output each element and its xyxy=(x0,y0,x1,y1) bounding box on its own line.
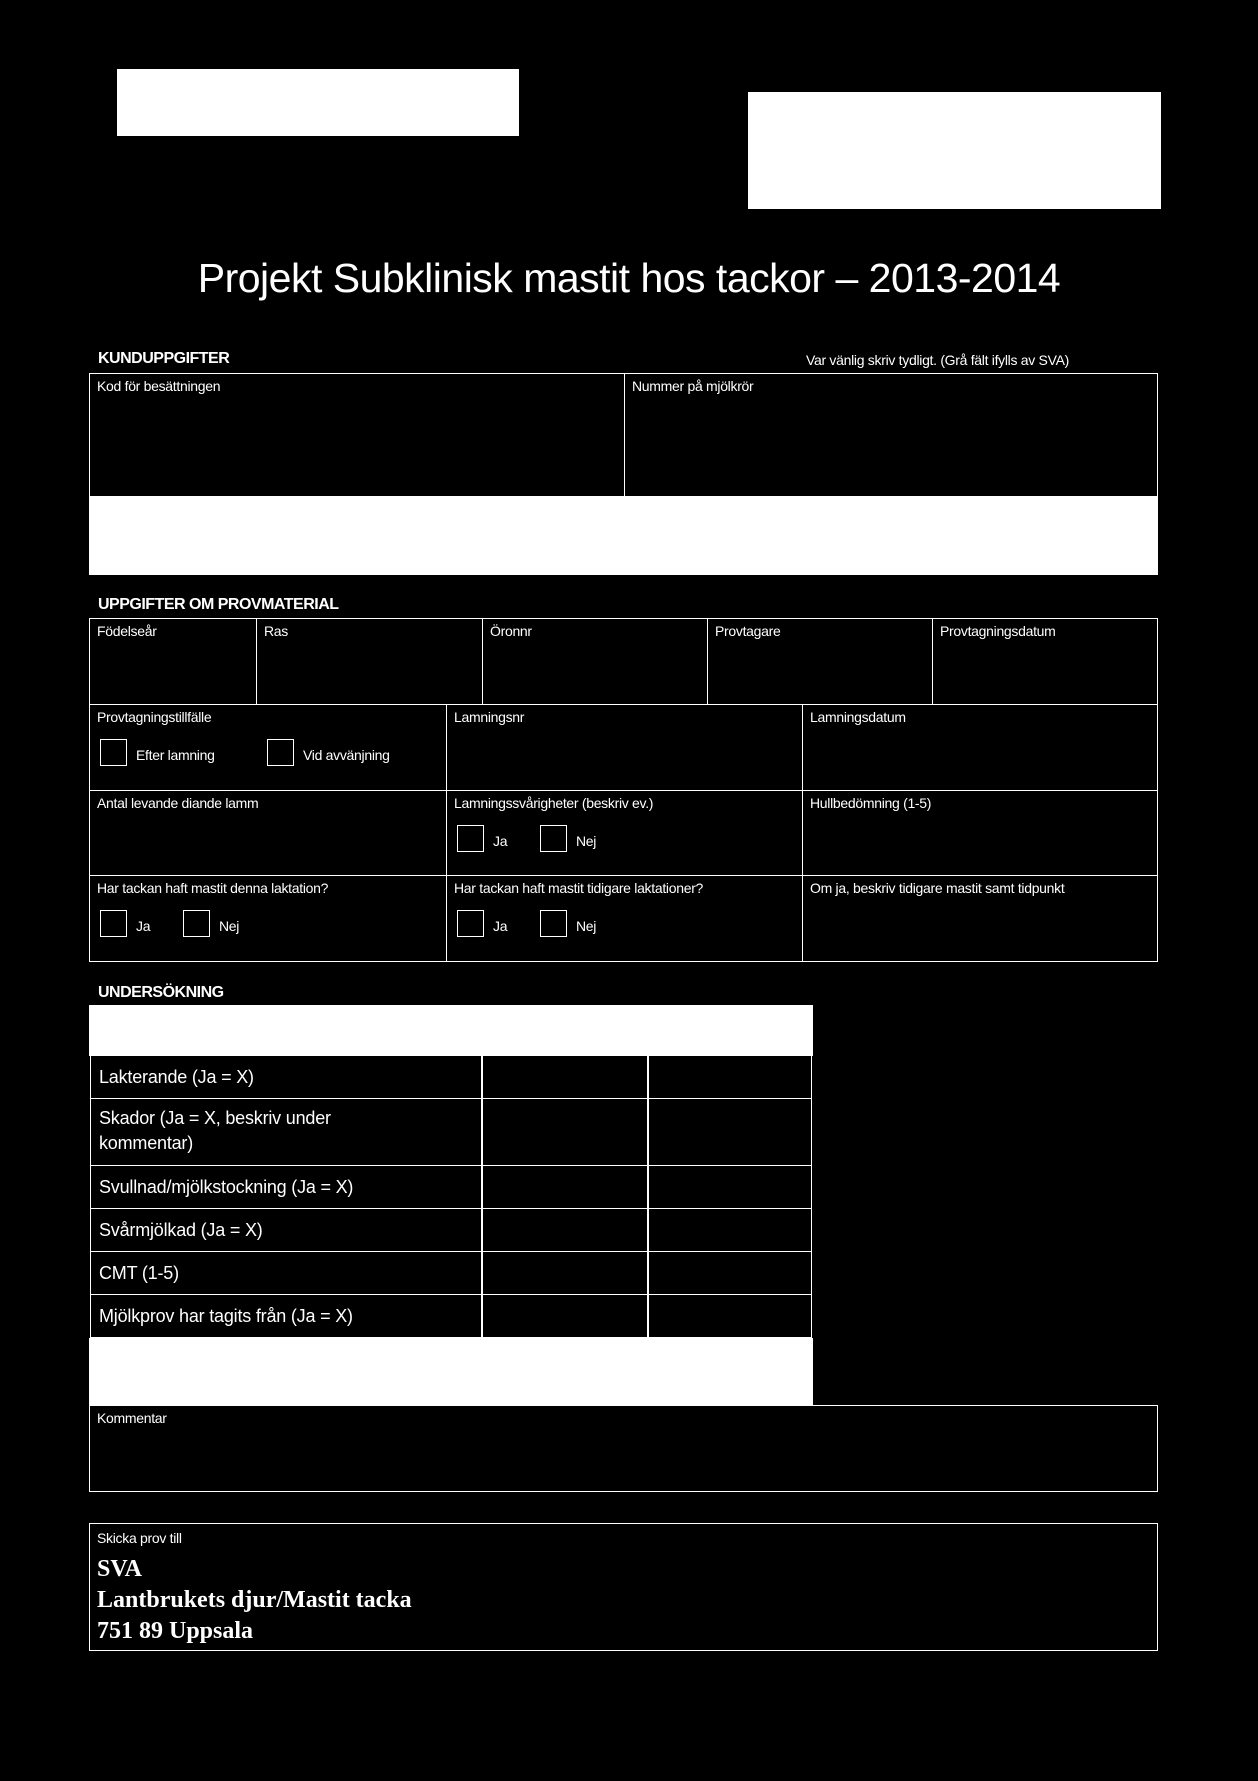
row-label-cell xyxy=(90,1098,483,1166)
address-label: Skicka prov till xyxy=(97,1530,182,1546)
section-heading-kund: KUNDUPPGIFTER xyxy=(98,350,230,367)
field-mastit-tidigare xyxy=(446,875,803,962)
field-provtagare[interactable] xyxy=(707,618,933,705)
section-heading-undersokning: UNDERSÖKNING xyxy=(98,984,224,1001)
address-box xyxy=(89,1523,1158,1651)
field-label: Antal levande diande lamm xyxy=(97,795,259,811)
address-line-2: Lantbrukets djur/Mastit tacka xyxy=(97,1587,412,1613)
row-label: CMT (1-5) xyxy=(99,1263,179,1283)
field-label: Ras xyxy=(264,623,288,639)
field-om-ja-beskriv[interactable] xyxy=(802,875,1158,962)
row-label: Svårmjölkad (Ja = X) xyxy=(99,1220,263,1240)
address-line-1: SVA xyxy=(97,1556,142,1582)
logo-placeholder-right xyxy=(748,92,1161,209)
table-row xyxy=(90,1208,812,1252)
input-cell-left[interactable] xyxy=(481,1165,649,1209)
checkbox-label: Nej xyxy=(219,918,240,934)
field-ras[interactable] xyxy=(256,618,483,705)
checkbox-ja[interactable] xyxy=(457,825,484,852)
checkbox-ja[interactable] xyxy=(457,910,484,937)
field-label: Har tackan haft mastit tidigare laktationer? xyxy=(454,880,704,896)
field-antal-lamm[interactable] xyxy=(89,790,447,876)
checkbox-label: Nej xyxy=(576,918,597,934)
field-hullbedomning[interactable] xyxy=(802,790,1158,876)
field-lamningsdatum[interactable] xyxy=(802,704,1158,791)
input-cell-right[interactable] xyxy=(647,1294,812,1338)
field-oronnr[interactable] xyxy=(482,618,708,705)
field-label: Lamningsnr xyxy=(454,709,525,725)
field-label: Provtagare xyxy=(715,623,781,639)
input-cell-left[interactable] xyxy=(481,1208,649,1252)
field-label: Nummer på mjölkrör xyxy=(632,378,754,394)
input-cell-left[interactable] xyxy=(481,1055,649,1099)
field-mastit-denna xyxy=(89,875,447,962)
address-line-3: 751 89 Uppsala xyxy=(97,1618,254,1644)
field-label: Provtagningsdatum xyxy=(940,623,1056,639)
table-row xyxy=(90,1294,812,1338)
field-label: Lamningsdatum xyxy=(810,709,906,725)
checkbox-nej[interactable] xyxy=(183,910,210,937)
checkbox-label: Vid avvänjning xyxy=(303,747,390,763)
field-lamningsnr[interactable] xyxy=(446,704,803,791)
field-label: Kommentar xyxy=(97,1410,167,1426)
field-provtagningstillfalle xyxy=(89,704,447,791)
checkbox-label: Ja xyxy=(493,918,508,934)
checkbox-label: Ja xyxy=(493,833,508,849)
checkbox-vid-avvanjning[interactable] xyxy=(267,739,294,766)
field-kod-besattning[interactable] xyxy=(89,373,625,497)
row-label: Lakterande (Ja = X) xyxy=(99,1067,254,1087)
checkbox-label: Ja xyxy=(136,918,151,934)
row-label-cell xyxy=(90,1208,483,1252)
table-row xyxy=(90,1098,812,1166)
logo-placeholder-left xyxy=(117,69,519,136)
checkbox-ja[interactable] xyxy=(100,910,127,937)
field-label: Provtagningstillfälle xyxy=(97,709,212,725)
section-heading-prov: UPPGIFTER OM PROVMATERIAL xyxy=(98,596,339,613)
field-label: Om ja, beskriv tidigare mastit samt tidpunkt xyxy=(810,880,1065,896)
page-title: Projekt Subklinisk mastit hos tackor – 2013-2014 xyxy=(197,255,1061,301)
checkbox-label: Nej xyxy=(576,833,597,849)
input-cell-right[interactable] xyxy=(647,1251,812,1295)
input-cell-left[interactable] xyxy=(481,1294,649,1338)
row-label-cell xyxy=(90,1251,483,1295)
field-label: Har tackan haft mastit denna laktation? xyxy=(97,880,329,896)
field-lamningssvarigheter xyxy=(446,790,803,876)
input-cell-left[interactable] xyxy=(481,1251,649,1295)
input-cell-right[interactable] xyxy=(647,1098,812,1166)
table-row xyxy=(90,1165,812,1209)
table-row xyxy=(90,1251,812,1295)
field-label: Födelseår xyxy=(97,623,157,639)
row-label: Mjölkprov har tagits från (Ja = X) xyxy=(99,1306,353,1326)
field-label: Kod för besättningen xyxy=(97,378,221,394)
row-label: Skador (Ja = X, beskriv under kommentar) xyxy=(99,1108,331,1153)
field-label: Lamningssvårigheter (beskriv ev.) xyxy=(454,795,654,811)
instruction-note: Var vänlig skriv tydligt. (Grå fält ifylls av SVA) xyxy=(806,352,1069,368)
row-label: Svullnad/mjölkstockning (Ja = X) xyxy=(99,1177,354,1197)
checkbox-efter-lamning[interactable] xyxy=(100,739,127,766)
row-label-cell xyxy=(90,1165,483,1209)
table-row xyxy=(90,1055,812,1099)
field-kommentar[interactable] xyxy=(89,1405,1158,1492)
checkbox-label: Efter lamning xyxy=(136,747,215,763)
input-cell-right[interactable] xyxy=(647,1165,812,1209)
row-label-cell xyxy=(90,1294,483,1338)
field-label: Hullbedömning (1-5) xyxy=(810,795,932,811)
field-provtagningsdatum[interactable] xyxy=(932,618,1158,705)
field-label: Öronnr xyxy=(490,623,532,639)
field-fodelsear[interactable] xyxy=(89,618,257,705)
field-mjolkror[interactable] xyxy=(624,373,1158,497)
input-cell-right[interactable] xyxy=(647,1055,812,1099)
input-cell-right[interactable] xyxy=(647,1208,812,1252)
gray-field-sva xyxy=(89,496,1158,575)
input-cell-left[interactable] xyxy=(481,1098,649,1166)
row-label-cell xyxy=(90,1055,483,1099)
checkbox-nej[interactable] xyxy=(540,910,567,937)
table-header-gray xyxy=(89,1005,813,1056)
checkbox-nej[interactable] xyxy=(540,825,567,852)
table-footer-gray xyxy=(89,1338,813,1406)
